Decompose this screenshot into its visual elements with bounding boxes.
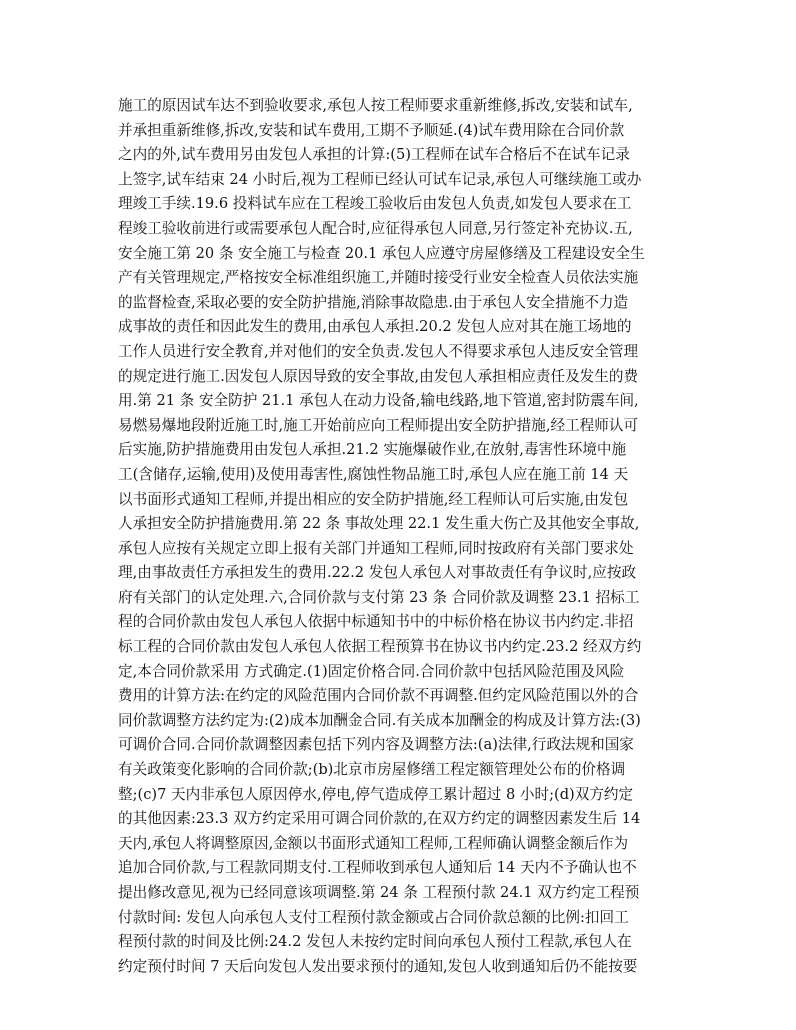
- text-line: 的规定进行施工.因发包人原因导致的安全事故,由发包人承担相应责任及发生的费: [118, 367, 639, 385]
- text-line: 定,本合同价款采用 方式确定.(1)固定价格合同.合同价款中包括风险范围及风险: [118, 662, 625, 680]
- text-line: 工作人员进行安全教育,并对他们的安全负责.发包人不得要求承包人违反安全管理: [118, 342, 639, 360]
- text-line: 用.第 21 条 安全防护 21.1 承包人在动力设备,输电线路,地下管道,密封防震车间,: [118, 392, 639, 410]
- text-line: 可调价合同.合同价款调整因素包括下列内容及调整方法:(a)法律,行政法规和国家: [118, 736, 634, 754]
- text-line: 程的合同价款由发包人承包人依据中标通知书中的中标价格在协议书内约定.非招: [118, 613, 634, 631]
- text-line: 标工程的合同价款由发包人承包人依据工程预算书在协议书内约定.23.2 经双方约: [118, 638, 642, 656]
- text-line: 整;(c)7 天内非承包人原因停水,停电,停气造成停工累计超过 8 小时;(d)双方约定: [118, 785, 634, 803]
- text-line: 程预付款的时间及比例:24.2 发包人未按约定时间向承包人预付工程款,承包人在: [118, 933, 632, 951]
- text-line: 施工的原因试车达不到验收要求,承包人按工程师要求重新维修,拆改,安装和试车,: [118, 97, 633, 114]
- text-line: 的监督检查,采取必要的安全防护措施,消除事故隐患.由于承包人安全措施不力造: [118, 293, 629, 311]
- text-line: 理竣工手续.19.6 投料试车应在工程竣工验收后由发包人负责,如发包人要求在工: [118, 195, 632, 213]
- text-line: 上签字,试车结束 24 小时后,视为工程师已经认可试车记录,承包人可继续施工或办: [118, 170, 642, 188]
- text-line: 程竣工验收前进行或需要承包人配合时,应征得承包人同意,另行签定补充协议.五,: [118, 219, 633, 237]
- text-line: 安全施工第 20 条 安全施工与检查 20.1 承包人应遵守房屋修缮及工程建设安全生: [118, 244, 645, 262]
- text-line: 府有关部门的认定处理.六,合同价款与支付第 23 条 合同价款及调整 23.1 招标工: [118, 588, 640, 606]
- text-line: 提出修改意见,视为已经同意该项调整.第 24 条 工程预付款 24.1 双方约定工程预: [118, 884, 640, 901]
- text-line: 并承担重新维修,拆改,安装和试车费用,工期不予顺延.(4)试车费用除在合同价款: [118, 121, 625, 139]
- text-line: 产有关管理规定,严格按安全标准组织施工,并随时接受行业安全检查人员依法实施: [118, 269, 639, 287]
- text-line: 的其他因素:23.3 双方约定采用可调合同价款的,在双方约定的调整因素发生后 14: [118, 810, 641, 828]
- text-line: 追加合同价款,与工程款同期支付.工程师收到承包人通知后 14 天内不予确认也不: [118, 859, 637, 877]
- text-line: 有关政策变化影响的合同价款;(b)北京市房屋修缮工程定额管理处公布的价格调: [118, 761, 626, 779]
- text-line: 工(含储存,运输,使用)及使用毒害性,腐蚀性物品施工时,承包人应在施工前 14 天: [118, 465, 629, 483]
- text-line: 后实施,防护措施费用由发包人承担.21.2 实施爆破作业,在放射,毒害性环境中施: [118, 441, 627, 459]
- text-line: 之内的外,试车费用另由发包人承担的计算:(5)工程师在试车合格后不在试车记录: [118, 146, 630, 164]
- text-line: 同价款调整方法约定为:(2)成本加酬金合同.有关成本加酬金的构成及计算方法:(3): [118, 711, 641, 729]
- body-text: [118, 94, 680, 979]
- text-line: 理,由事故责任方承担发生的费用.22.2 发包人承包人对事故责任有争议时,应按政: [118, 564, 637, 582]
- text-line: 费用的计算方法:在约定的风险范围内合同价款不再调整.但约定风险范围以外的合: [118, 687, 639, 705]
- text-line: 天内,承包人将调整原因,金额以书面形式通知工程师,工程师确认调整金额后作为: [118, 834, 629, 852]
- text-line: 承包人应按有关规定立即上报有关部门并通知工程师,同时按政府有关部门要求处: [118, 539, 634, 557]
- text-line: 成事故的责任和因此发生的费用,由承包人承担.20.2 发包人应对其在施工场地的: [118, 318, 632, 336]
- text-line: 约定预付时间 7 天后向发包人发出要求预付的通知,发包人收到通知后仍不能按要: [118, 957, 638, 975]
- text-line: 易燃易爆地段附近施工时,施工开始前应向工程师提出安全防护措施,经工程师认可: [118, 416, 639, 434]
- text-line: 付款时间: 发包人向承包人支付工程预付款金额或占合同价款总额的比例:扣回工: [118, 908, 629, 926]
- text-line: 人承担安全防护措施费用.第 22 条 事故处理 22.1 发生重大伤亡及其他安全事故,: [118, 515, 640, 533]
- text-line: 以书面形式通知工程师,并提出相应的安全防护措施,经工程师认可后实施,由发包: [118, 490, 629, 508]
